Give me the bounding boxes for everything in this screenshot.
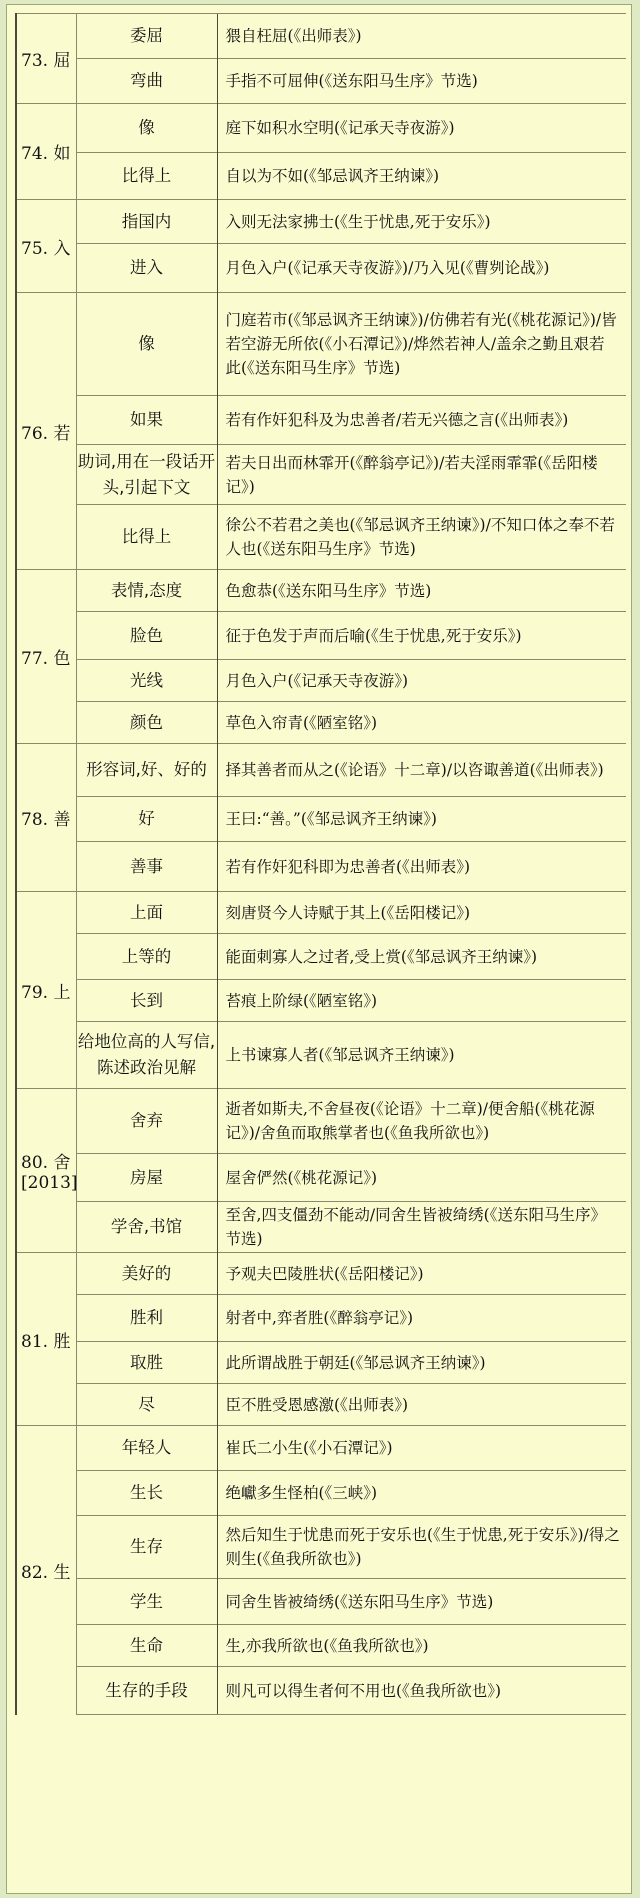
example-cell: 苔痕上阶绿(《陋室铭》) — [217, 980, 626, 1022]
meaning-cell: 好 — [76, 797, 217, 842]
example-cell: 若有作奸犯科即为忠善者(《出师表》) — [217, 842, 626, 892]
table-row — [16, 1022, 626, 1089]
meaning-cell: 上等的 — [76, 934, 217, 980]
table-row — [16, 200, 626, 244]
table-row — [16, 934, 626, 980]
example-cell: 入则无法家拂士(《生于忧患,死于安乐》) — [217, 200, 626, 244]
example-cell: 猥自枉屈(《出师表》) — [217, 14, 626, 59]
meaning-cell: 脸色 — [76, 612, 217, 660]
example-cell: 月色入户(《记承天寺夜游》) — [217, 660, 626, 702]
example-cell: 予观夫巴陵胜状(《岳阳楼记》) — [217, 1253, 626, 1295]
example-cell: 上书谏寡人者(《邹忌讽齐王纳谏》) — [217, 1022, 626, 1089]
table-row — [16, 1202, 626, 1253]
example-cell: 自以为不如(《邹忌讽齐王纳谏》) — [217, 153, 626, 200]
table-row — [16, 1516, 626, 1579]
example-cell: 能面刺寡人之过者,受上赏(《邹忌讽齐王纳谏》) — [217, 934, 626, 980]
table-row — [16, 570, 626, 612]
table-row — [16, 797, 626, 842]
example-cell: 同舍生皆被绮绣(《送东阳马生序》节选) — [217, 1579, 626, 1625]
meaning-cell: 尽 — [76, 1384, 217, 1426]
example-cell: 征于色发于声而后喻(《生于忧患,死于安乐》) — [217, 612, 626, 660]
meaning-cell: 美好的 — [76, 1253, 217, 1295]
table-row — [16, 445, 626, 505]
table-row — [16, 980, 626, 1022]
table-row — [16, 244, 626, 293]
headword-cell: 80. 舍[2013] — [16, 1089, 76, 1253]
example-cell: 徐公不若君之美也(《邹忌讽齐王纳谏》)/不知口体之奉不若人也(《送东阳马生序》节选) — [217, 505, 626, 570]
table-row — [16, 1625, 626, 1667]
meaning-cell: 舍弃 — [76, 1089, 217, 1154]
table-row — [16, 702, 626, 744]
example-cell: 色愈恭(《送东阳马生序》节选) — [217, 570, 626, 612]
table-row — [16, 1426, 626, 1471]
meaning-cell: 生存的手段 — [76, 1667, 217, 1715]
table-row — [16, 1154, 626, 1202]
table-row — [16, 1384, 626, 1426]
table-row — [16, 1253, 626, 1295]
example-cell: 此所谓战胜于朝廷(《邹忌讽齐王纳谏》) — [217, 1342, 626, 1384]
headword-cell: 78. 善 — [16, 744, 76, 892]
meaning-cell: 像 — [76, 293, 217, 396]
headword-cell: 73. 屈 — [16, 14, 76, 104]
meaning-cell: 形容词,好、好的 — [76, 744, 217, 797]
meaning-cell: 长到 — [76, 980, 217, 1022]
example-cell: 射者中,弈者胜(《醉翁亭记》) — [217, 1295, 626, 1342]
table-row — [16, 660, 626, 702]
meaning-cell: 给地位高的人写信,陈述政治见解 — [76, 1022, 217, 1089]
table-row — [16, 1667, 626, 1715]
meaning-cell: 指国内 — [76, 200, 217, 244]
meaning-cell: 像 — [76, 104, 217, 153]
meaning-cell: 光线 — [76, 660, 217, 702]
meaning-cell: 学生 — [76, 1579, 217, 1625]
table-row — [16, 744, 626, 797]
meaning-cell: 学舍,书馆 — [76, 1202, 217, 1253]
example-cell: 至舍,四支僵劲不能动/同舍生皆被绮绣(《送东阳马生序》节选) — [217, 1202, 626, 1253]
example-cell: 择其善者而从之(《论语》十二章)/以咨诹善道(《出师表》) — [217, 744, 626, 797]
meaning-cell: 年轻人 — [76, 1426, 217, 1471]
example-cell: 手指不可屈伸(《送东阳马生序》节选) — [217, 59, 626, 104]
table-row — [16, 153, 626, 200]
example-cell: 崔氏二小生(《小石潭记》) — [217, 1426, 626, 1471]
table-row — [16, 612, 626, 660]
headword-cell: 82. 生 — [16, 1426, 76, 1715]
example-cell: 生,亦我所欲也(《鱼我所欲也》) — [217, 1625, 626, 1667]
meaning-cell: 房屋 — [76, 1154, 217, 1202]
table-row — [16, 1089, 626, 1154]
table-row — [16, 1342, 626, 1384]
meaning-cell: 取胜 — [76, 1342, 217, 1384]
meaning-cell: 生存 — [76, 1516, 217, 1579]
meaning-cell: 比得上 — [76, 505, 217, 570]
table-row — [16, 104, 626, 153]
table-row — [16, 892, 626, 934]
table-row — [16, 14, 626, 59]
meaning-cell: 生长 — [76, 1471, 217, 1516]
table-row — [16, 1471, 626, 1516]
meaning-cell: 委屈 — [76, 14, 217, 59]
example-cell: 则凡可以得生者何不用也(《鱼我所欲也》) — [217, 1667, 626, 1715]
example-cell: 屋舍俨然(《桃花源记》) — [217, 1154, 626, 1202]
headword-cell: 74. 如 — [16, 104, 76, 200]
headword-cell: 79. 上 — [16, 892, 76, 1089]
meaning-cell: 比得上 — [76, 153, 217, 200]
meaning-cell: 善事 — [76, 842, 217, 892]
example-cell: 若有作奸犯科及为忠善者/若无兴德之言(《出师表》) — [217, 396, 626, 445]
page-frame — [6, 4, 632, 1894]
table-row — [16, 505, 626, 570]
table-row — [16, 1295, 626, 1342]
table-row — [16, 59, 626, 104]
meaning-cell: 如果 — [76, 396, 217, 445]
headword-cell: 76. 若 — [16, 293, 76, 570]
word-meaning-table — [15, 13, 626, 1715]
meaning-cell: 进入 — [76, 244, 217, 293]
table-row — [16, 842, 626, 892]
headword-cell: 75. 入 — [16, 200, 76, 293]
meaning-cell: 颜色 — [76, 702, 217, 744]
example-cell: 然后知生于忧患而死于安乐也(《生于忧患,死于安乐》)/得之则生(《鱼我所欲也》) — [217, 1516, 626, 1579]
example-cell: 王曰:“善。”(《邹忌讽齐王纳谏》) — [217, 797, 626, 842]
meaning-cell: 生命 — [76, 1625, 217, 1667]
example-cell: 草色入帘青(《陋室铭》) — [217, 702, 626, 744]
meaning-cell: 助词,用在一段话开头,引起下文 — [76, 445, 217, 505]
meaning-cell: 表情,态度 — [76, 570, 217, 612]
example-cell: 臣不胜受恩感激(《出师表》) — [217, 1384, 626, 1426]
table-row — [16, 1579, 626, 1625]
example-cell: 若夫日出而林霏开(《醉翁亭记》)/若夫淫雨霏霏(《岳阳楼记》) — [217, 445, 626, 505]
example-cell: 月色入户(《记承天寺夜游》)/乃入见(《曹刿论战》) — [217, 244, 626, 293]
example-cell: 庭下如积水空明(《记承天寺夜游》) — [217, 104, 626, 153]
table-row — [16, 396, 626, 445]
example-cell: 门庭若市(《邹忌讽齐王纳谏》)/仿佛若有光(《桃花源记》)/皆若空游无所依(《小石潭记》)/烨然若神人/盖余之勤且艰若此(《送东阳马生序》节选) — [217, 293, 626, 396]
table-row — [16, 293, 626, 396]
example-cell: 刻唐贤今人诗赋于其上(《岳阳楼记》) — [217, 892, 626, 934]
meaning-cell: 胜利 — [76, 1295, 217, 1342]
meaning-cell: 弯曲 — [76, 59, 217, 104]
headword-cell: 81. 胜 — [16, 1253, 76, 1426]
headword-cell: 77. 色 — [16, 570, 76, 744]
example-cell: 绝巘多生怪柏(《三峡》) — [217, 1471, 626, 1516]
example-cell: 逝者如斯夫,不舍昼夜(《论语》十二章)/便舍船(《桃花源记》)/舍鱼而取熊掌者也(《鱼我所欲也》) — [217, 1089, 626, 1154]
meaning-cell: 上面 — [76, 892, 217, 934]
